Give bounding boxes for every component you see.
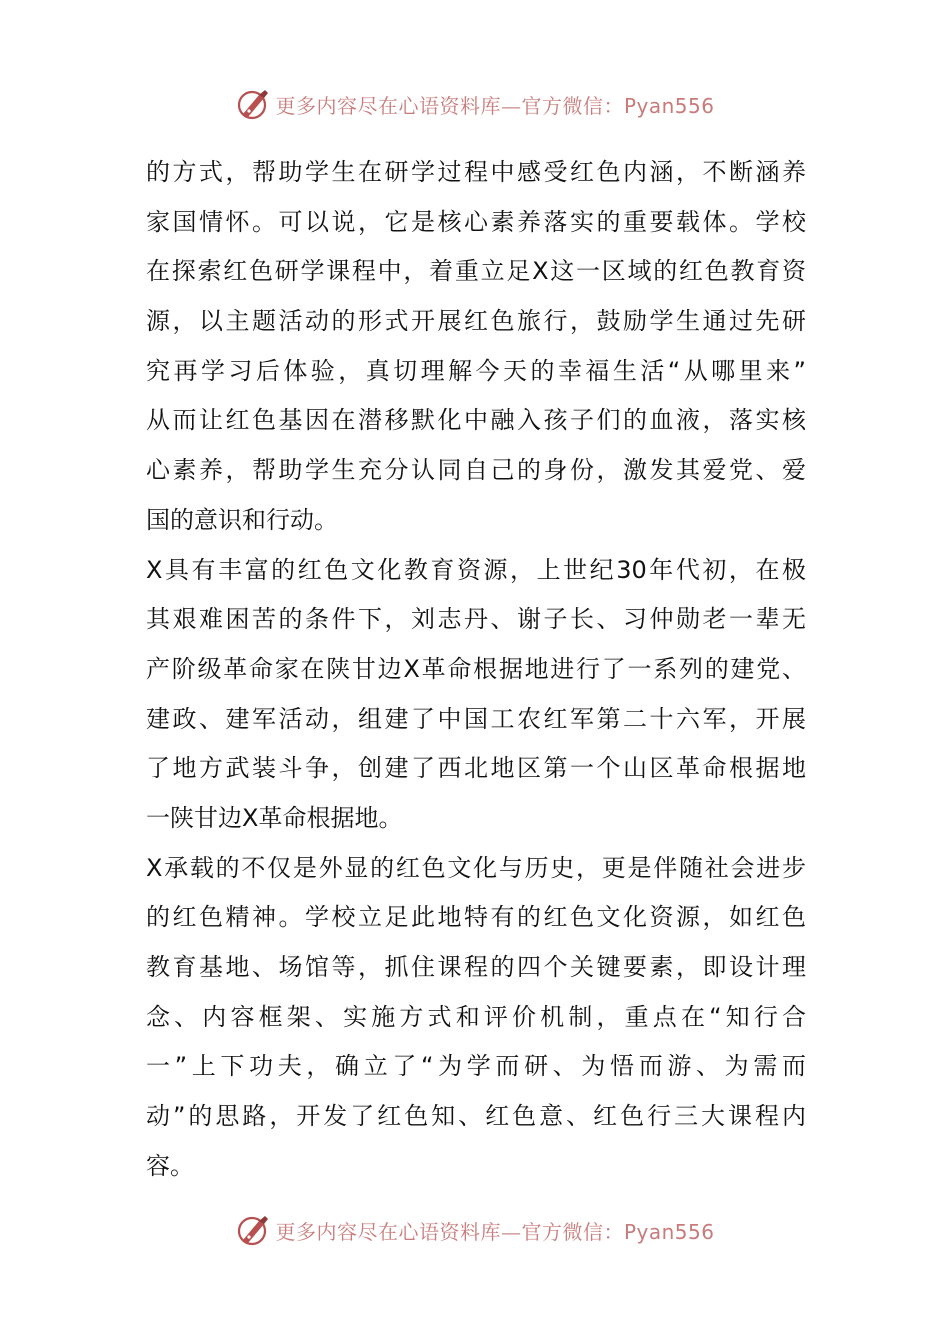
header-banner-wechat: 官方微信：Pyan556 [521, 93, 715, 118]
body-text-line: 源，以主题活动的形式开展红色旅行，鼓励学生通过先研 [146, 307, 806, 336]
body-text-line: 教育基地、场馆等，抓住课程的四个关键要素，即设计理 [146, 953, 806, 981]
body-text-line: 从而让红色基因在潜移默化中融入孩子们的血液，落实核 [146, 406, 806, 435]
body-text-line: 家国情怀。可以说，它是核心素养落实的重要载体。学校 [146, 207, 806, 236]
body-text-line: 在探索红色研学课程中，着重立足X这一区域的红色教育资 [146, 257, 806, 286]
footer-banner-wechat: 官方微信：Pyan556 [521, 1219, 715, 1244]
body-text-line: X承载的不仅是外显的红色文化与历史，更是伴随社会进步 [146, 853, 806, 882]
body-text-line: 的方式，帮助学生在研学过程中感受红色内涵，不断涵养 [146, 158, 806, 186]
body-text-line: 国的意识和行动。 [146, 505, 338, 534]
header-banner-text [275, 90, 714, 119]
footer-banner-separator: — [500, 1219, 522, 1244]
body-text-line: 的红色精神。学校立足此地特有的红色文化资源，如红色 [146, 903, 806, 932]
body-text-line: 究再学习后体验，真切理解今天的幸福生活“从哪里来” [146, 356, 806, 385]
footer-banner [0, 1210, 950, 1250]
body-text-line: 一”上下功夫，确立了“为学而研、为悟而游、为需而 [146, 1052, 806, 1081]
header-banner [0, 84, 950, 124]
header-banner-main: 更多内容尽在心语资料库 [275, 93, 501, 118]
document-body [146, 148, 806, 1191]
body-text-line: 产阶级革命家在陕甘边X革命根据地进行了一系列的建党、 [146, 654, 806, 683]
body-text-line: 了地方武装斗争，创建了西北地区第一个山区革命根据地 [146, 754, 806, 783]
body-text-line: 一陕甘边X革命根据地。 [146, 803, 403, 832]
pen-nib-logo-icon [235, 1212, 271, 1248]
footer-banner-main: 更多内容尽在心语资料库 [275, 1219, 501, 1244]
body-text-line: 容。 [146, 1151, 194, 1180]
body-text-line: 念、内容框架、实施方式和评价机制，重点在“知行合 [146, 1002, 806, 1031]
body-text-line: 其艰难困苦的条件下，刘志丹、谢子长、习仲勋老一辈无 [146, 605, 806, 634]
pen-nib-logo-icon [235, 86, 271, 122]
body-text-line: 心素养，帮助学生充分认同自己的身份，激发其爱党、爱 [146, 456, 806, 485]
body-text-line: X具有丰富的红色文化教育资源，上世纪30年代初，在极 [146, 555, 806, 584]
body-text-line: 建政、建军活动，组建了中国工农红军第二十六军，开展 [146, 704, 806, 733]
body-text-line: 动”的思路，开发了红色知、红色意、红色行三大课程内 [146, 1102, 806, 1131]
header-banner-separator: — [500, 93, 522, 118]
footer-banner-text [275, 1216, 714, 1245]
